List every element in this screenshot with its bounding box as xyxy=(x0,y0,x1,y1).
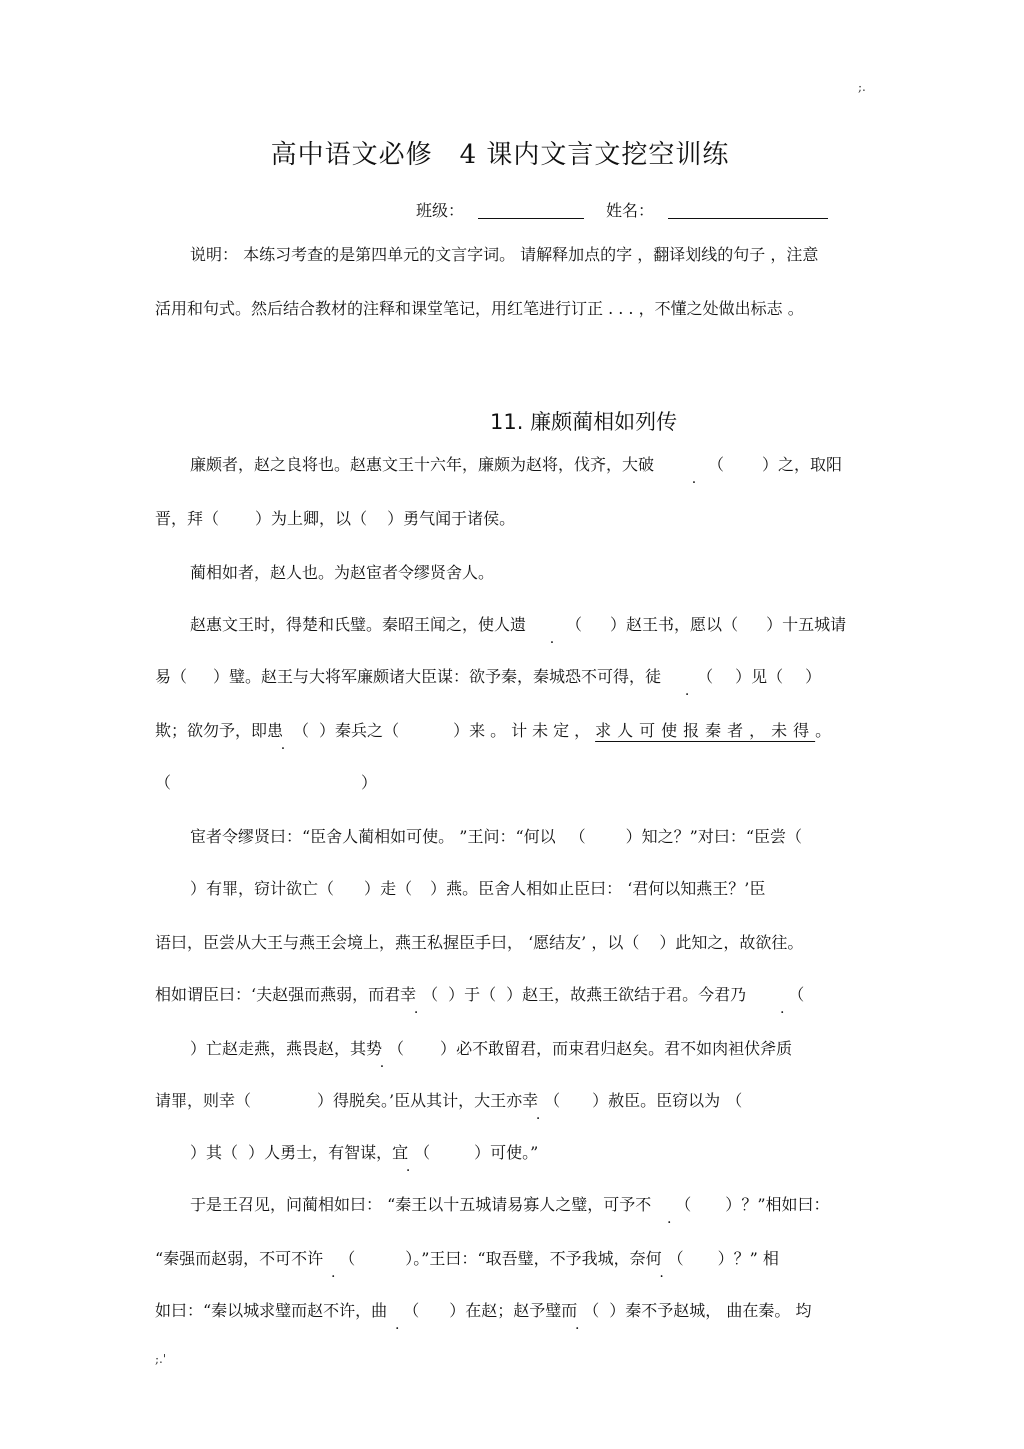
answer-paren-close: ） xyxy=(248,1143,265,1162)
instructions-line-2: 活用和句式。然后结合教材的注释和课堂笔记，用红笔进行订正 . . . ，不懂之处做出标志 。 xyxy=(155,299,804,318)
answer-paren-open: （ xyxy=(480,985,497,1004)
answer-paren-close: ） xyxy=(449,1301,466,1320)
text-segment: 来。计未定， xyxy=(469,721,596,740)
text-segment: 语曰，臣尝从大王与燕王会境上，燕王私握臣手曰， ‘愿结友’ ，以 xyxy=(155,933,624,952)
text-segment: 有罪，窃计欲亡 xyxy=(206,879,319,898)
text-segment: “秦强而赵弱，不可不许 xyxy=(155,1249,324,1268)
answer-paren-close: ） xyxy=(725,1195,742,1214)
text-segment: 知之？”对曰：“臣尝 xyxy=(641,827,787,846)
text-segment: 十五城请 xyxy=(782,615,847,634)
answer-paren-open: （ xyxy=(726,1091,743,1110)
text-segment: 宦者令缪贤曰：“臣舍人蔺相如可使。 ”王问：“何以 xyxy=(190,827,556,846)
answer-paren-close: ） xyxy=(430,879,447,898)
text-line xyxy=(190,612,867,638)
answer-paren-open: （ xyxy=(388,1039,405,1058)
answer-paren-close: ） xyxy=(474,1143,491,1162)
text-segment: 易 xyxy=(155,667,172,686)
answer-paren-open: （ xyxy=(583,1301,600,1320)
text-segment: 可使。” xyxy=(490,1143,539,1162)
answer-paren-close: ） xyxy=(506,985,523,1004)
text-segment: 见 xyxy=(751,667,768,686)
instructions-line-1: 说明： 本练习考查的是第四单元的文言字词。 请解释加点的字 ，翻译划线的句子 ，注意 xyxy=(190,245,819,264)
text-segment: 其 xyxy=(206,1143,223,1162)
text-segment: 。”王曰：“取吾璧，不予我城，奈何 xyxy=(413,1249,662,1268)
answer-paren-open: （ xyxy=(203,509,220,528)
answer-paren-close: ） xyxy=(317,1091,334,1110)
text-segment: 赵王书，愿以 xyxy=(626,615,723,634)
text-segment: 于 xyxy=(464,985,481,1004)
text-line xyxy=(155,718,867,744)
text-segment: 璧。赵王与大将军廉颇诸大臣谋：欲予秦，秦城恐不可得，徒 xyxy=(229,667,662,686)
answer-paren-close: ） xyxy=(255,509,272,528)
text-segment: 得脱矣。’臣从其计，大王亦幸 xyxy=(333,1091,539,1110)
answer-paren-close: ） xyxy=(190,1039,207,1058)
answer-paren-close: ） xyxy=(453,721,470,740)
text-segment: ？”相如曰： xyxy=(741,1195,830,1214)
page-corner-mark: ;.' xyxy=(155,1352,167,1366)
text-segment: 欺；欲勿予，即患 xyxy=(155,721,284,740)
answer-paren-open: （ xyxy=(697,667,714,686)
answer-paren-open: （ xyxy=(318,879,335,898)
answer-paren-close: ） xyxy=(609,1301,626,1320)
answer-paren-close: ） xyxy=(319,721,336,740)
answer-paren-close: ） xyxy=(625,827,642,846)
translation-answer-line xyxy=(155,770,867,796)
text-segment: 廉颇者，赵之良将也。赵惠文王十六年，廉颇为赵将，伐齐，大破 xyxy=(190,455,655,474)
answer-paren-close: ） xyxy=(592,1091,609,1110)
text-line xyxy=(190,1192,867,1218)
text-segment: 秦兵之 xyxy=(335,721,384,740)
page-corner-mark: ;. xyxy=(858,80,866,94)
answer-paren-open: （ xyxy=(544,1091,561,1110)
answer-paren-open: （ xyxy=(722,615,739,634)
answer-paren-open: （ xyxy=(569,827,586,846)
answer-paren-close: ） xyxy=(405,1249,414,1268)
answer-paren-open: （ xyxy=(675,1195,692,1214)
answer-paren-close: ） xyxy=(190,879,207,898)
answer-paren-open: （ xyxy=(339,1249,356,1268)
text-segment: 请罪，则幸 xyxy=(155,1091,236,1110)
answer-paren-open: （ xyxy=(708,455,725,474)
text-segment: 在赵；赵予璧而 xyxy=(465,1301,578,1320)
answer-paren-close: ） xyxy=(213,667,230,686)
text-line xyxy=(155,1298,867,1324)
text-line xyxy=(155,982,867,1008)
answer-paren-close: ） xyxy=(364,879,381,898)
answer-paren-close: ） xyxy=(190,1143,207,1162)
answer-paren-open: （ xyxy=(566,615,583,634)
answer-paren-close: ） xyxy=(610,615,627,634)
text-line xyxy=(190,1140,867,1166)
text-segment: 赵王，故燕王欲结于君。今君乃 xyxy=(522,985,747,1004)
answer-paren-open: （ xyxy=(422,985,439,1004)
answer-paren-open: （ xyxy=(786,827,803,846)
text-line xyxy=(190,876,867,902)
answer-paren-open: （ xyxy=(767,667,784,686)
text-segment: 必不敢留君，而束君归赵矣。君不如肉袒伏斧质 xyxy=(456,1039,793,1058)
answer-paren-open: （ xyxy=(667,1249,684,1268)
answer-paren-close: ） xyxy=(805,667,822,686)
answer-paren-close: ） xyxy=(448,985,465,1004)
text-line: 蔺相如者，赵人也。为赵宦者令缪贤舍人。 xyxy=(190,563,495,582)
answer-paren-open: （ xyxy=(788,985,805,1004)
answer-paren-open: （ xyxy=(293,721,310,740)
answer-paren-open: （ xyxy=(623,933,640,952)
text-line xyxy=(190,1036,867,1062)
text-segment: 走 xyxy=(380,879,397,898)
answer-paren-open: （ xyxy=(383,721,400,740)
text-segment: 如曰：“秦以城求璧而赵不许，曲 xyxy=(155,1301,388,1320)
translation-paren-close: ） xyxy=(361,773,378,792)
text-segment: 相如谓臣曰：‘夫赵强而燕弱，而君幸 xyxy=(155,985,417,1004)
answer-paren-open: （ xyxy=(171,667,188,686)
answer-paren-open: （ xyxy=(414,1143,431,1162)
answer-paren-close: ） xyxy=(659,933,676,952)
document-title: 高中语文必修 4 课内文言文挖空训练 xyxy=(270,140,730,170)
answer-paren-open: （ xyxy=(396,879,413,898)
text-line xyxy=(155,1088,867,1114)
underlined-sentence: 求人可使报秦者，未得 xyxy=(595,721,816,740)
answer-paren-close: ） xyxy=(387,509,404,528)
answer-paren-close: ） xyxy=(735,667,752,686)
text-line xyxy=(190,452,867,478)
text-segment: 人勇士，有智谋，宜 xyxy=(264,1143,409,1162)
student-info-row xyxy=(416,198,828,221)
text-line xyxy=(190,824,867,850)
text-line xyxy=(155,1246,867,1272)
text-segment: 赵惠文王时，得楚和氏璧。秦昭王闻之，使人遗 xyxy=(190,615,527,634)
answer-paren-open: （ xyxy=(222,1143,239,1162)
text-segment: 之，取阳 xyxy=(778,455,843,474)
answer-paren-close: ） xyxy=(440,1039,457,1058)
class-blank-line xyxy=(478,218,584,219)
text-line xyxy=(155,930,867,956)
section-title: 11. 廉颇蔺相如列传 xyxy=(490,410,678,434)
text-segment: 此知之，故欲往。 xyxy=(675,933,804,952)
text-segment: 秦不予赵城， 曲在秦。 均 xyxy=(625,1301,812,1320)
name-label: 姓名： xyxy=(606,201,655,220)
text-segment: 为上卿，以 xyxy=(271,509,352,528)
answer-paren-close: ） xyxy=(766,615,783,634)
answer-paren-open: （ xyxy=(403,1301,420,1320)
text-line xyxy=(155,506,867,532)
text-segment: 亡赵走燕，燕畏赵，其势 xyxy=(206,1039,383,1058)
class-label: 班级： xyxy=(416,201,465,220)
text-segment: 于是王召见，问蔺相如曰： “秦王以十五城请易寡人之璧，可予不 xyxy=(190,1195,652,1214)
translation-paren-open: （ xyxy=(155,773,172,792)
text-segment: ？” 相 xyxy=(733,1249,779,1268)
text-line xyxy=(155,664,867,690)
text-segment: 燕。臣舍人相如止臣曰： ‘君何以知燕王？’臣 xyxy=(446,879,766,898)
answer-paren-open: （ xyxy=(351,509,368,528)
text-segment: 晋，拜 xyxy=(155,509,204,528)
answer-paren-close: ） xyxy=(762,455,779,474)
answer-paren-close: ） xyxy=(717,1249,734,1268)
text-segment: 。 xyxy=(815,721,832,740)
text-segment: 赦臣。臣窃以为 xyxy=(608,1091,721,1110)
answer-paren-open: （ xyxy=(235,1091,252,1110)
name-blank-line xyxy=(668,218,828,219)
text-segment: 勇气闻于诸侯。 xyxy=(403,509,516,528)
